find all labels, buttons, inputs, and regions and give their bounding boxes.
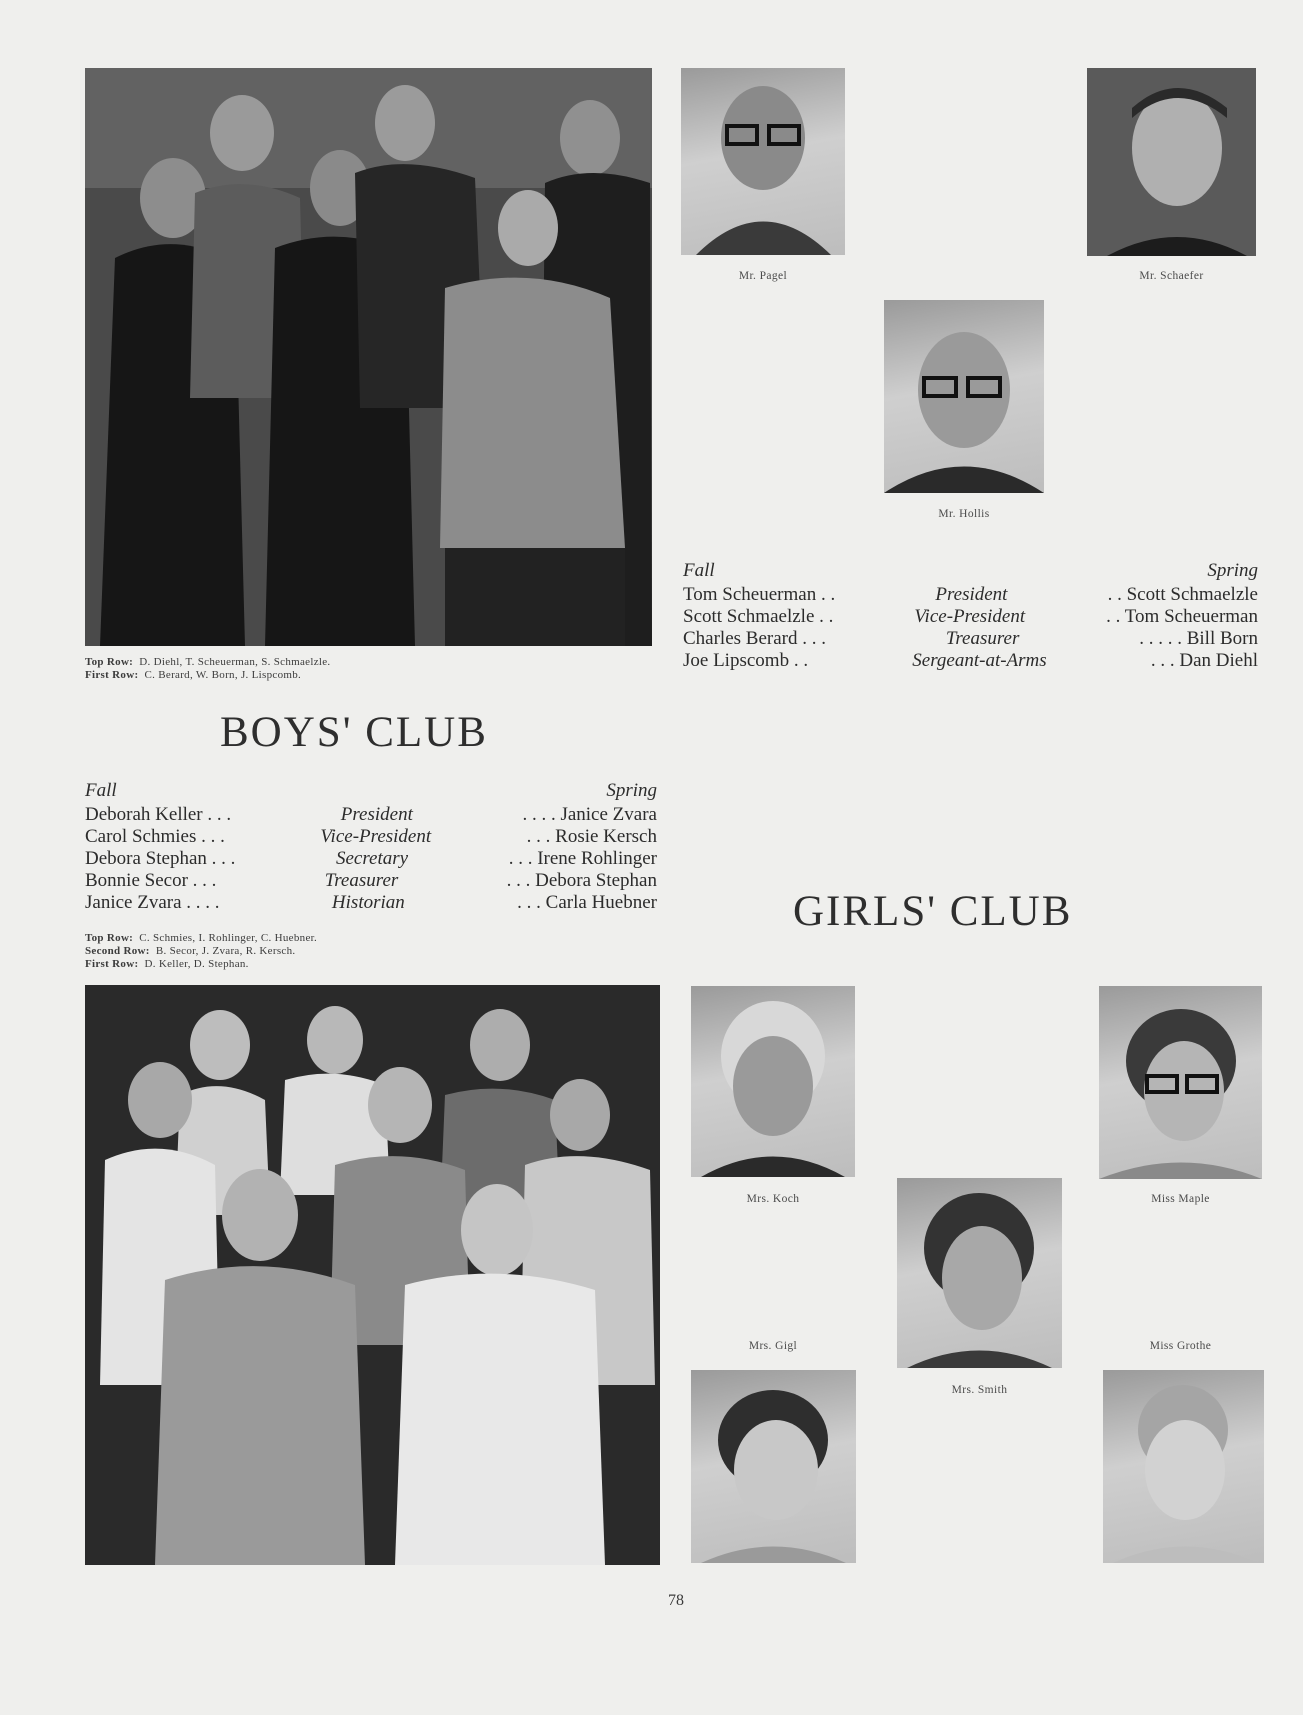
advisor-name: Mrs. Koch — [746, 1193, 800, 1205]
caption-top-row-names: C. Schmies, I. Rohlinger, C. Huebner. — [139, 932, 318, 944]
advisor-portrait — [1099, 986, 1262, 1179]
officer-row — [85, 826, 657, 848]
spring-officer: . . . . Janice Zvara — [522, 804, 657, 825]
girls-club-officers-table — [85, 780, 657, 914]
officer-row — [683, 628, 1258, 650]
fall-officer: Charles Berard . . . — [683, 628, 826, 649]
officer-row — [85, 892, 657, 914]
fall-label: Fall — [683, 560, 715, 581]
advisor-portrait — [897, 1178, 1062, 1368]
caption-top-row-names: D. Diehl, T. Scheuerman, S. Schmaelzle. — [139, 656, 331, 668]
spring-label: Spring — [1207, 560, 1258, 581]
caption-first-row-label: First Row: — [85, 958, 139, 970]
officer-row — [85, 870, 657, 892]
spring-officer: . . Tom Scheuerman — [1106, 606, 1258, 627]
advisor-portrait — [691, 1370, 856, 1563]
advisor-portrait — [691, 986, 855, 1177]
office-title: Sergeant-at-Arms — [912, 650, 1047, 671]
caption-first-row-label: First Row: — [85, 669, 139, 681]
office-title: Treasurer — [324, 870, 399, 891]
caption-top-row-label: Top Row: — [85, 656, 134, 668]
spring-officer: . . . Dan Diehl — [1150, 650, 1258, 671]
fall-officer: Scott Schmaelzle . . — [683, 606, 834, 627]
spring-label: Spring — [606, 780, 657, 801]
officer-row — [85, 848, 657, 870]
boys-club-group-photo — [85, 68, 652, 646]
office-title: Historian — [331, 892, 405, 913]
office-title: President — [935, 584, 1008, 605]
spring-officer: . . . Carla Huebner — [517, 892, 657, 913]
advisor-portrait — [1087, 68, 1256, 256]
officer-row — [85, 804, 657, 826]
fall-officer: Tom Scheuerman . . — [683, 584, 836, 605]
girls-club-group-photo — [85, 985, 660, 1565]
caption-first-row-names: C. Berard, W. Born, J. Lispcomb. — [144, 669, 302, 681]
spring-officer: . . Scott Schmaelzle — [1107, 584, 1258, 605]
officer-row — [683, 606, 1258, 628]
advisor-name: Mr. Schaefer — [1139, 270, 1204, 282]
girls-club-title: GIRLS' CLUB — [793, 888, 1073, 935]
fall-label: Fall — [85, 780, 117, 801]
office-title: Vice-President — [320, 826, 432, 847]
page-number: 78 — [668, 1592, 684, 1609]
advisor-name: Mrs. Gigl — [748, 1340, 798, 1352]
office-title: Vice-President — [914, 606, 1026, 627]
advisor-name: Miss Maple — [1151, 1193, 1210, 1205]
boys-club-officers-table — [683, 560, 1258, 672]
advisor-name: Miss Grothe — [1149, 1340, 1212, 1352]
office-title: President — [340, 804, 413, 825]
officer-row — [683, 584, 1258, 606]
advisor-portrait — [884, 300, 1044, 493]
office-title: Secretary — [336, 848, 409, 869]
caption-second-row-label: Second Row: — [85, 945, 150, 957]
advisor-name: Mr. Hollis — [938, 508, 990, 520]
caption-second-row-names: B. Secor, J. Zvara, R. Kersch. — [155, 945, 296, 957]
boys-club-photo-caption — [85, 656, 330, 682]
officer-row — [683, 650, 1258, 672]
office-title: Treasurer — [945, 628, 1020, 649]
fall-officer: Carol Schmies . . . — [85, 826, 225, 847]
caption-first-row-names: D. Keller, D. Stephan. — [144, 958, 249, 970]
fall-officer: Janice Zvara . . . . — [85, 892, 220, 913]
fall-officer: Debora Stephan . . . — [85, 848, 236, 869]
advisor-name: Mrs. Smith — [951, 1384, 1008, 1396]
advisor-name: Mr. Pagel — [738, 270, 788, 282]
fall-officer: Bonnie Secor . . . — [85, 870, 217, 891]
fall-officer: Joe Lipscomb . . — [683, 650, 809, 671]
girls-club-photo-caption — [85, 932, 317, 971]
spring-officer: . . . Debora Stephan — [506, 870, 657, 891]
spring-officer: . . . Rosie Kersch — [526, 826, 657, 847]
caption-top-row-label: Top Row: — [85, 932, 134, 944]
fall-officer: Deborah Keller . . . — [85, 804, 232, 825]
advisor-portrait — [1103, 1370, 1264, 1563]
advisor-portrait — [681, 68, 845, 255]
spring-officer: . . . Irene Rohlinger — [508, 848, 657, 869]
spring-officer: . . . . . Bill Born — [1139, 628, 1258, 649]
boys-club-title: BOYS' CLUB — [220, 709, 488, 756]
